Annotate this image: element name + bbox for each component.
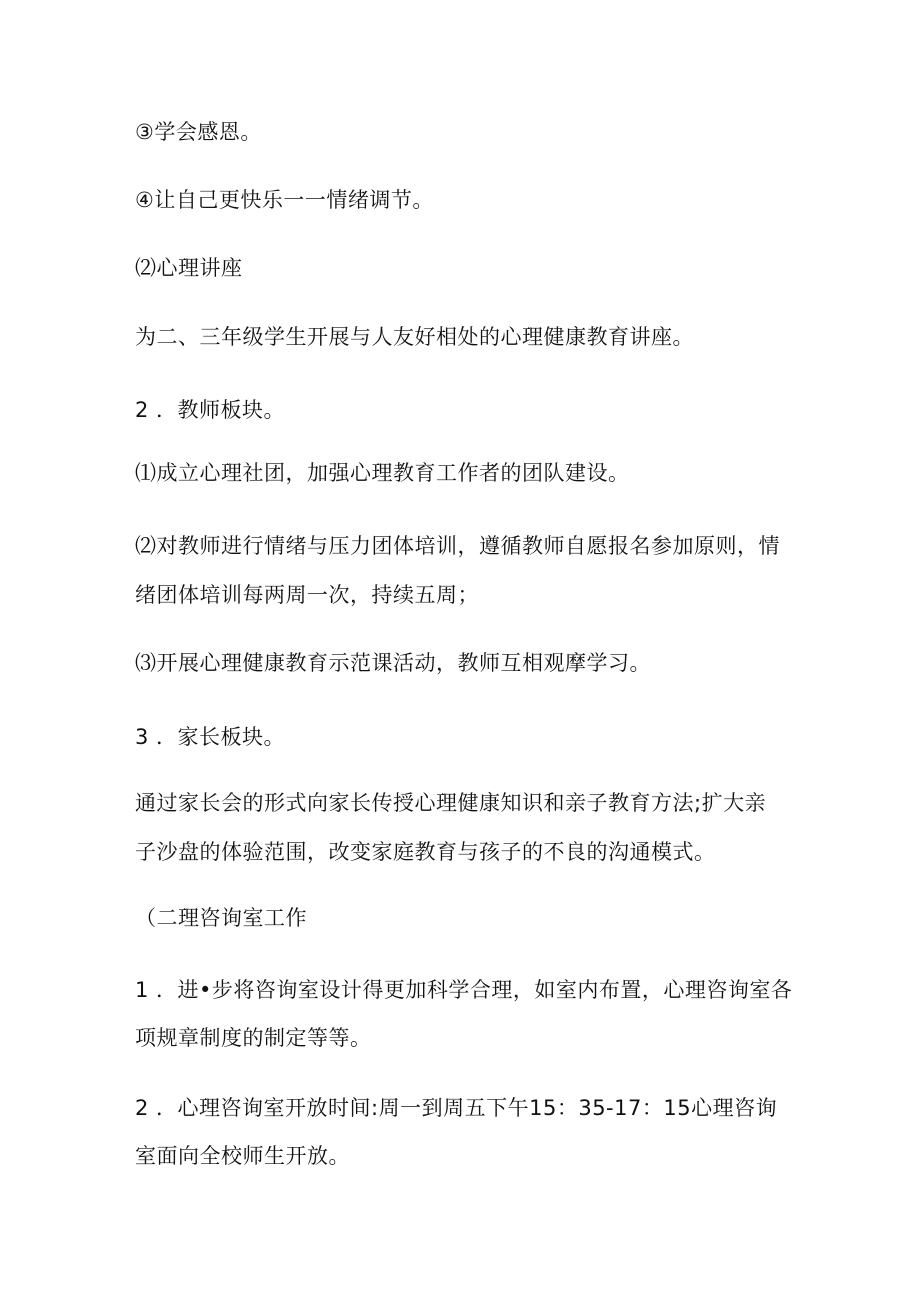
text-line-15: 项规章制度的制定等等。 [135, 1026, 372, 1050]
section-heading-teacher: 2 ．教师板块。 [135, 398, 286, 422]
text-line-3: ⑵心理讲座 [135, 256, 243, 280]
text-line-2: ④让自己更快乐一一情绪调节。 [135, 188, 434, 212]
text-line-1: ③学会感恩。 [135, 120, 262, 144]
text-line-8: 绪团体培训每两周一次，持续五周； [135, 583, 479, 607]
text-line-17: 室面向全校师生开放。 [135, 1144, 350, 1168]
text-line-14: 1 ．进•步将咨询室设计得更加科学合理，如室内布置，心理咨询室各 [135, 978, 793, 1002]
text-line-9: ⑶开展心理健康教育示范课活动，教师互相观摩学习。 [135, 651, 651, 675]
text-line-4: 为二、三年级学生开展与人友好相处的心理健康教育讲座。 [135, 325, 694, 349]
section-heading-counseling: （二理咨询室工作 [135, 906, 307, 930]
section-heading-parent: 3 ．家长板块。 [135, 725, 286, 749]
text-line-6: ⑴成立心理社团，加强心理教育工作者的团队建设。 [135, 461, 630, 485]
text-line-11: 通过家长会的形式向家长传授心理健康知识和亲子教育方法;扩大亲 [135, 791, 767, 815]
text-line-7: ⑵对教师进行情绪与压力团体培训，遵循教师自愿报名参加原则，情 [135, 534, 780, 558]
text-line-12: 子沙盘的体验范围，改变家庭教育与孩子的不良的沟通模式。 [135, 840, 716, 864]
text-line-16: 2 ．心理咨询室开放时间:周一到周五下午15：35-17：15心理咨询 [135, 1096, 778, 1120]
